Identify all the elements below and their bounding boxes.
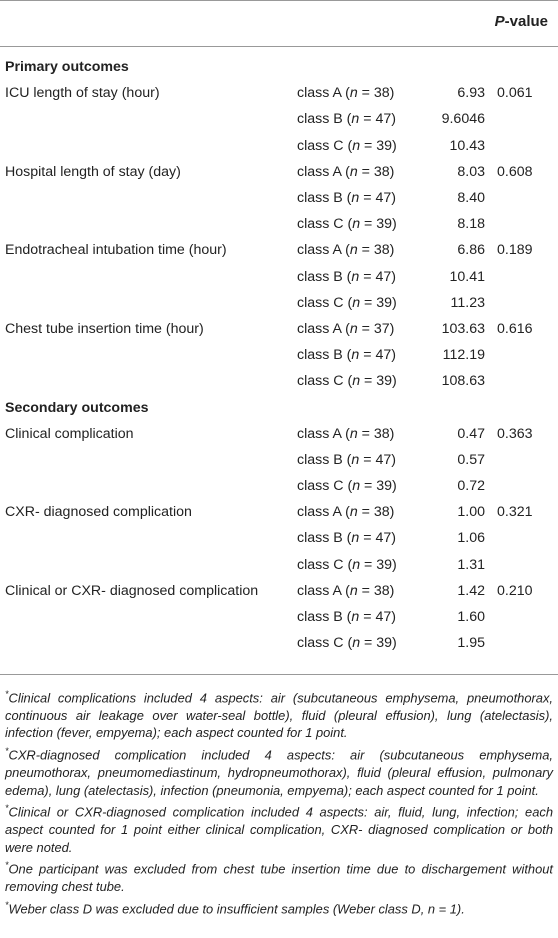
outcome-value: 10.43 (449, 137, 485, 154)
outcome-value: 112.19 (442, 347, 485, 364)
table-row (0, 499, 558, 525)
class-label: class A (n = 38) (297, 504, 395, 521)
footnote-mark: * (5, 899, 9, 910)
p-value (493, 525, 558, 551)
header-rule (0, 46, 558, 47)
class-label: class C (n = 39) (297, 373, 397, 390)
p-value: 0.363 (497, 425, 533, 442)
class-label: class C (n = 39) (297, 556, 397, 573)
table-row (0, 185, 558, 211)
p-value (493, 342, 558, 368)
section-title: Primary outcomes (5, 59, 129, 76)
p-value-header: P-value (494, 13, 548, 30)
class-label: class C (n = 39) (297, 137, 397, 154)
outcome-value: 10.41 (449, 268, 485, 285)
outcome-name: Hospital length of stay (day) (5, 163, 181, 180)
outcome-name: Chest tube insertion time (hour) (5, 320, 204, 337)
class-label: class B (n = 47) (297, 111, 396, 128)
table-row (0, 106, 558, 132)
table-row (0, 290, 558, 316)
outcome-name: Endotracheal intubation time (hour) (5, 242, 227, 259)
class-label: class B (n = 47) (297, 609, 396, 626)
table-row (0, 525, 558, 551)
outcome-name (0, 290, 297, 316)
outcome-value: 0.72 (457, 478, 485, 495)
outcome-value: 1.06 (457, 530, 485, 547)
p-value: 0.616 (497, 320, 533, 337)
footnote-mark: * (5, 689, 9, 699)
footnote-mark: * (5, 860, 9, 871)
table-row (0, 211, 558, 237)
class-label: class A (n = 38) (297, 425, 395, 442)
table-row (0, 342, 558, 368)
outcome-value: 9.6046 (441, 111, 485, 128)
class-label: class A (n = 38) (297, 582, 395, 599)
table-row (0, 264, 558, 290)
footnote-text: One participant was excluded from chest tube insertion time due to dischargement without removing chest tube. (5, 861, 553, 895)
table-row (0, 552, 558, 578)
p-value (493, 106, 558, 132)
footnote-mark: * (5, 746, 9, 757)
p-value (493, 185, 558, 211)
table-row (0, 237, 558, 263)
section-header-row (0, 54, 558, 80)
footnote-text: Clinical or CXR-diagnosed complication included 4 aspects: air, fluid, lung, infection; each aspect counted for 1 point either clinical complication, CXR- diagnosed complication or both were noted. (5, 804, 553, 855)
outcome-value: 1.42 (457, 582, 485, 599)
table-header (0, 0, 558, 46)
outcome-value: 1.00 (457, 504, 485, 521)
section-header-row (0, 394, 558, 420)
outcome-name: CXR- diagnosed complication (5, 504, 192, 521)
footnotes (5, 686, 553, 919)
class-label: class A (n = 37) (297, 320, 395, 337)
outcome-value: 0.57 (457, 451, 485, 468)
p-value (493, 211, 558, 237)
outcome-value: 8.03 (457, 163, 485, 180)
class-label: class A (n = 38) (297, 85, 395, 102)
class-label: class C (n = 39) (297, 635, 397, 652)
p-value (493, 447, 558, 473)
p-value: 0.210 (497, 582, 533, 599)
class-label: class B (n = 47) (297, 190, 396, 207)
outcome-value: 1.31 (457, 556, 485, 573)
outcome-name (0, 342, 297, 368)
section-title: Secondary outcomes (5, 399, 149, 416)
table-row (0, 604, 558, 630)
outcome-name (0, 185, 297, 211)
p-value (493, 368, 558, 394)
p-value (493, 604, 558, 630)
outcome-value: 8.18 (457, 216, 485, 233)
footnote-text: Clinical complications included 4 aspects: air (subcutaneous emphysema, pneumothorax, continuous air leakage over water-seal bottle), fluid (pleural effusion), lung (atelectasis), infection (fever, empyema); each aspect counted for 1 point. (5, 690, 553, 741)
p-value: 0.061 (497, 85, 533, 102)
outcome-name (0, 447, 297, 473)
table-body (0, 54, 558, 656)
outcome-name (0, 106, 297, 132)
class-label: class C (n = 39) (297, 478, 397, 495)
footnote (5, 686, 553, 742)
p-value (493, 133, 558, 159)
outcome-value: 8.40 (457, 190, 485, 207)
p-value (493, 290, 558, 316)
table-row (0, 159, 558, 185)
footnote (5, 743, 553, 799)
outcome-value: 0.47 (457, 425, 485, 442)
outcome-value: 6.86 (457, 242, 485, 259)
class-label: class C (n = 39) (297, 216, 397, 233)
outcome-name: ICU length of stay (hour) (5, 85, 160, 102)
outcome-name (0, 264, 297, 290)
outcome-value: 1.60 (457, 609, 485, 626)
table-row (0, 368, 558, 394)
outcome-value: 1.95 (457, 635, 485, 652)
outcome-name: Clinical complication (5, 425, 134, 442)
p-value: 0.189 (497, 242, 533, 259)
outcome-value: 6.93 (457, 85, 485, 102)
outcome-name (0, 525, 297, 551)
footnote-mark: * (5, 803, 9, 814)
class-label: class B (n = 47) (297, 268, 396, 285)
class-label: class A (n = 38) (297, 163, 395, 180)
bottom-rule (0, 674, 558, 675)
outcome-name (0, 368, 297, 394)
outcome-name (0, 630, 297, 656)
outcome-name (0, 211, 297, 237)
table-row (0, 578, 558, 604)
outcome-value: 108.63 (441, 373, 485, 390)
table-row (0, 473, 558, 499)
table-row (0, 421, 558, 447)
class-label: class C (n = 39) (297, 294, 397, 311)
p-value (493, 473, 558, 499)
outcome-value: 103.63 (441, 320, 485, 337)
footnote (5, 897, 553, 918)
class-label: class B (n = 47) (297, 451, 396, 468)
outcome-name: Clinical or CXR- diagnosed complication (5, 582, 259, 599)
footnote (5, 800, 553, 856)
footnote (5, 857, 553, 895)
p-value: 0.608 (497, 163, 533, 180)
p-value (493, 630, 558, 656)
outcome-value: 11.23 (450, 294, 485, 311)
footnote-text: Weber class D was excluded due to insufficient samples (Weber class D, n = 1). (8, 901, 465, 917)
table-row (0, 447, 558, 473)
footnote-text: CXR-diagnosed complication included 4 aspects: air (subcutaneous emphysema, pneumothorax, pneumomediastinum, hydropneumothorax), fluid (pleural effusion, pulmonary edema), lung (atelectasis), infection (pneumonia, empyema); each aspect counted for 1 point. (5, 747, 553, 798)
table-row (0, 80, 558, 106)
table-row (0, 630, 558, 656)
p-value (493, 264, 558, 290)
class-label: class B (n = 47) (297, 347, 396, 364)
class-label: class B (n = 47) (297, 530, 396, 547)
p-value (493, 552, 558, 578)
outcome-name (0, 552, 297, 578)
outcomes-table (0, 54, 558, 656)
outcome-name (0, 604, 297, 630)
outcome-name (0, 473, 297, 499)
table-row (0, 133, 558, 159)
class-label: class A (n = 38) (297, 242, 395, 259)
table-row (0, 316, 558, 342)
p-value: 0.321 (497, 504, 533, 521)
outcome-name (0, 133, 297, 159)
